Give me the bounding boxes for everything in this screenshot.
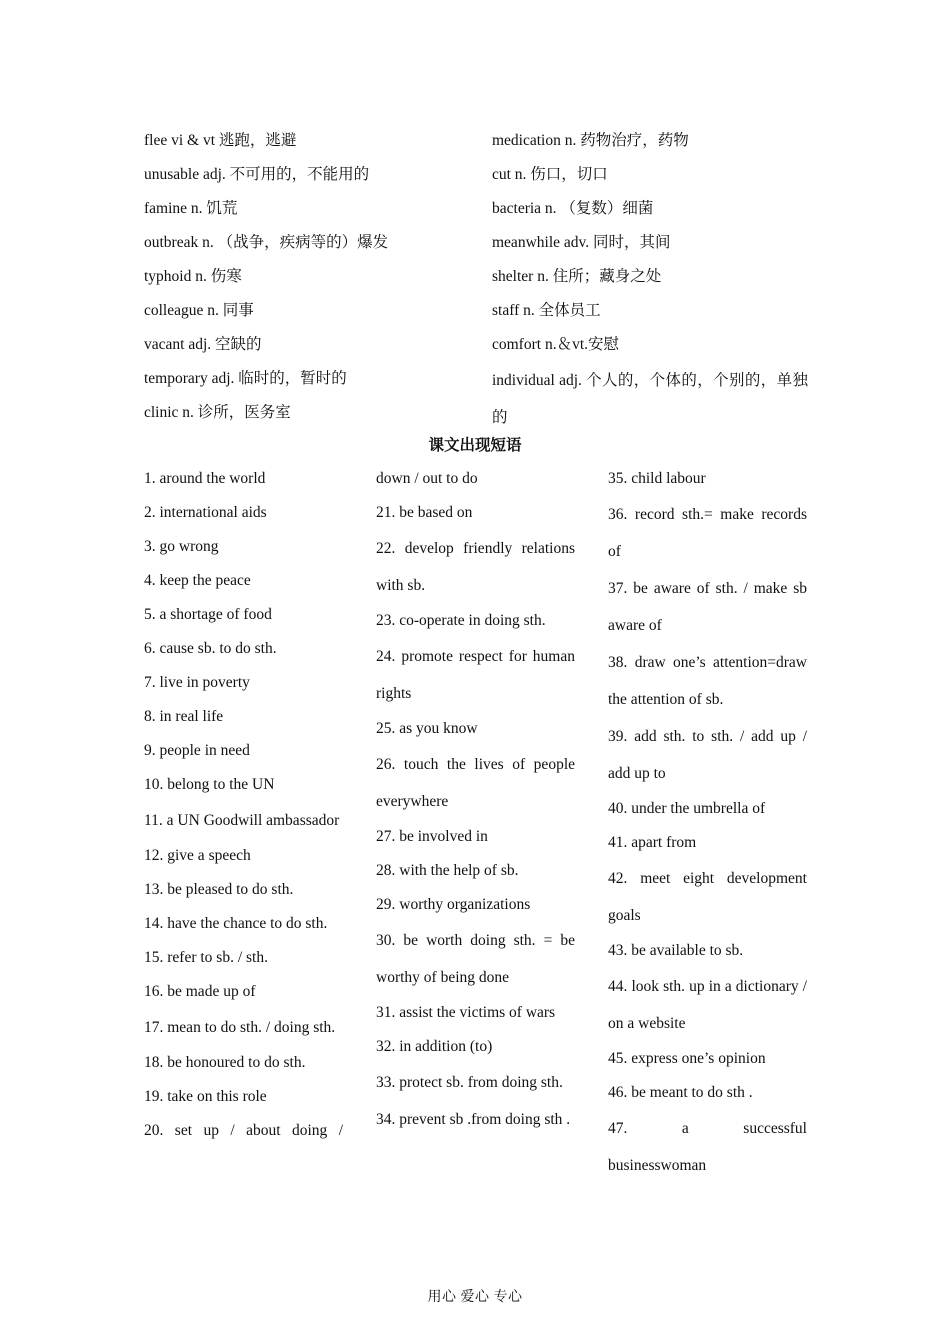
phrase-item: 22. develop friendly relations with sb. xyxy=(376,540,575,594)
phrase-item: 34. prevent sb .from doing sth . xyxy=(376,1111,571,1128)
phrase-item: 9. people in need xyxy=(144,742,250,759)
vocabulary-column-left xyxy=(144,124,492,436)
phrase-item: 47. a successful businesswoman xyxy=(608,1120,807,1174)
phrase-item: 12. give a speech xyxy=(144,847,251,864)
phrase-item: 27. be involved in xyxy=(376,828,488,845)
phrase-item: 44. look sth. up in a dictionary / on a website xyxy=(608,978,807,1032)
vocab-entry: individual adj. 个人的，个体的，个别的，单独的 xyxy=(492,372,808,426)
vocab-entry: flee vi & vt 逃跑，逃避 xyxy=(144,132,297,149)
phrase-item: 32. in addition (to) xyxy=(376,1038,493,1055)
section-heading: 课文出现短语 xyxy=(428,437,522,454)
vocab-entry: bacteria n. （复数）细菌 xyxy=(492,200,654,217)
phrase-item: 13. be pleased to do sth. xyxy=(144,881,294,898)
vocab-entry: meanwhile adv. 同时，其间 xyxy=(492,234,671,251)
phrase-column-3 xyxy=(608,462,807,1184)
phrase-item: 42. meet eight development goals xyxy=(608,870,807,924)
phrase-item: 14. have the chance to do sth. xyxy=(144,915,328,932)
phrase-item: 18. be honoured to do sth. xyxy=(144,1054,306,1071)
vocab-entry: colleague n. 同事 xyxy=(144,302,254,319)
phrase-item: 29. worthy organizations xyxy=(376,896,531,913)
phrase-column-2 xyxy=(376,462,575,1138)
phrase-column-1 xyxy=(144,462,343,1148)
vocab-entry: outbreak n. （战争，疾病等的）爆发 xyxy=(144,234,389,251)
vocab-entry: clinic n. 诊所，医务室 xyxy=(144,404,291,421)
phrase-item: 30. be worth doing sth. = be worthy of being done xyxy=(376,932,575,986)
phrase-item: 36. record sth.= make records of xyxy=(608,506,807,560)
vocab-entry: staff n. 全体员工 xyxy=(492,302,601,319)
phrase-item: 21. be based on xyxy=(376,504,473,521)
phrase-item: 43. be available to sb. xyxy=(608,942,744,959)
vocab-entry: comfort n.＆vt.安慰 xyxy=(492,336,619,353)
phrase-item: 25. as you know xyxy=(376,720,478,737)
phrase-item: 45. express one’s opinion xyxy=(608,1050,766,1067)
vocab-entry: unusable adj. 不可用的，不能用的 xyxy=(144,166,370,183)
phrase-item: 6. cause sb. to do sth. xyxy=(144,640,277,657)
vocabulary-list xyxy=(144,124,808,436)
phrase-item: 19. take on this role xyxy=(144,1088,267,1105)
page-footer: 用心 爱心 专心 xyxy=(427,1290,523,1305)
vocab-entry: typhoid n. 伤寒 xyxy=(144,268,242,285)
phrase-item: 11. a UN Goodwill ambassador xyxy=(144,812,340,829)
phrase-item: 15. refer to sb. / sth. xyxy=(144,949,268,966)
phrase-item: 33. protect sb. from doing sth. xyxy=(376,1074,563,1091)
phrase-item: 35. child labour xyxy=(608,470,706,487)
vocab-entry: shelter n. 住所；藏身之处 xyxy=(492,268,662,285)
phrase-item: 7. live in poverty xyxy=(144,674,250,691)
phrase-item: 20. set up / about doing / xyxy=(144,1122,343,1139)
phrase-item: 5. a shortage of food xyxy=(144,606,272,623)
phrase-item: 38. draw one’s attention=draw the attention of sb. xyxy=(608,654,807,708)
phrase-item: 4. keep the peace xyxy=(144,572,251,589)
phrase-item: 31. assist the victims of wars xyxy=(376,1004,556,1021)
phrase-item: 28. with the help of sb. xyxy=(376,862,519,879)
vocab-entry: cut n. 伤口，切口 xyxy=(492,166,608,183)
phrase-item: 26. touch the lives of people everywhere xyxy=(376,756,575,810)
phrase-item: 2. international aids xyxy=(144,504,267,521)
phrase-item: 16. be made up of xyxy=(144,983,256,1000)
phrase-item: 40. under the umbrella of xyxy=(608,800,766,817)
phrase-item: 46. be meant to do sth . xyxy=(608,1084,753,1101)
phrase-item: 3. go wrong xyxy=(144,538,219,555)
phrase-item: 37. be aware of sth. / make sb aware of xyxy=(608,580,807,634)
vocab-entry: vacant adj. 空缺的 xyxy=(144,336,262,353)
phrase-item: 8. in real life xyxy=(144,708,224,725)
phrase-item: 10. belong to the UN xyxy=(144,776,275,793)
phrase-item: 24. promote respect for human rights xyxy=(376,648,575,702)
phrase-item: 39. add sth. to sth. / add up / add up to xyxy=(608,728,807,782)
vocab-entry: temporary adj. 临时的，暂时的 xyxy=(144,370,347,387)
phrase-item: down / out to do xyxy=(376,470,478,487)
phrase-item: 1. around the world xyxy=(144,470,266,487)
vocabulary-column-right xyxy=(492,124,808,436)
phrase-item: 23. co-operate in doing sth. xyxy=(376,612,546,629)
vocab-entry: famine n. 饥荒 xyxy=(144,200,238,217)
vocab-entry: medication n. 药物治疗，药物 xyxy=(492,132,689,149)
phrase-item: 41. apart from xyxy=(608,834,697,851)
phrase-item: 17. mean to do sth. / doing sth. xyxy=(144,1019,336,1036)
